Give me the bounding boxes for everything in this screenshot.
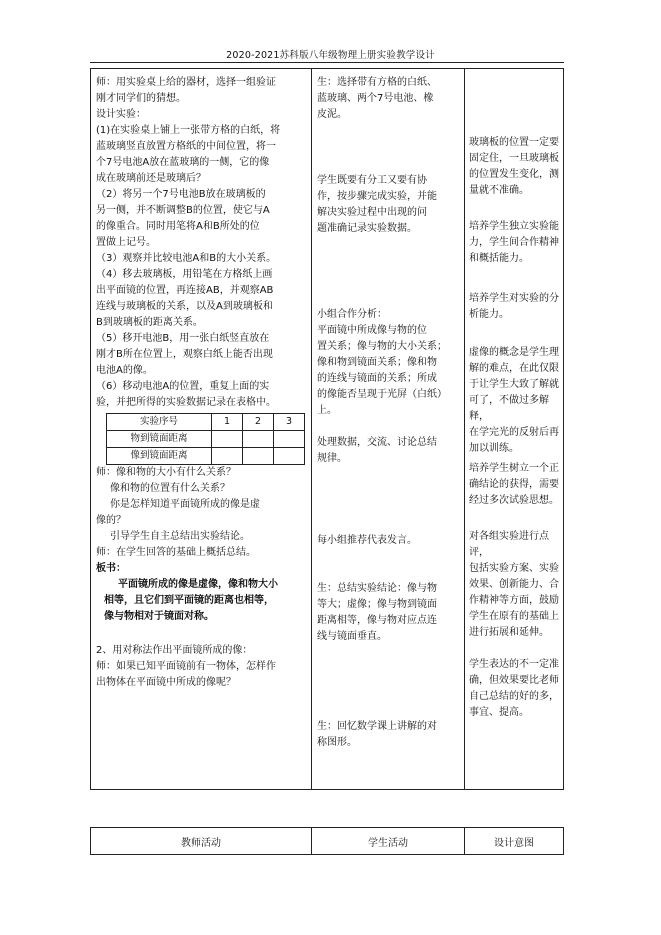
table-header-cell: 实验序号 (107, 414, 212, 431)
text-line: 出平面镜的位置，再连接AB，并观察AB (96, 285, 274, 296)
page-header: 2020-2021苏科版八年级物理上册实验教学设计 (226, 50, 435, 61)
text-line: 确结论的获得，需要 (469, 479, 559, 490)
text-line: 成在玻璃前还是玻璃后？ (96, 173, 206, 184)
table-cell (243, 431, 274, 448)
text-line: 析能力。 (469, 309, 509, 320)
text-line: 进行拓展和延伸。 (469, 627, 549, 638)
student-block-6 (317, 581, 460, 645)
text-line: 电池A的像。 (96, 365, 153, 376)
text-line: 师：在学生回答的基础上概括总结。 (96, 547, 256, 558)
intent-block-2 (469, 219, 561, 267)
text-line: 学生表达的不一定准 (469, 659, 559, 670)
text-line: 作精神等方面，鼓励 (469, 595, 559, 606)
text-line: 规律。 (317, 453, 347, 464)
text-line: 师：如果已知平面镜前有一物体，怎样作 (96, 661, 276, 672)
text-line: 置做上记号。 (96, 237, 156, 248)
text-line: 生：总结实验结论：像与物 (317, 583, 437, 594)
text-line: 连线与玻璃板的关系，以及A到玻璃板和 (96, 301, 273, 312)
text-line: 和概括能力。 (469, 253, 529, 264)
student-block-4 (317, 435, 460, 467)
text-line: 量就不准确。 (469, 185, 529, 196)
student-block-5 (317, 533, 460, 549)
text-line: 玻璃板的位置一定要 (469, 137, 559, 148)
text-line: 在学完光的反射后再 (469, 427, 559, 438)
text-line: 线与镜面垂直。 (317, 631, 387, 642)
text-line: 培养学生独立实验能 (469, 221, 559, 232)
table-cell (212, 431, 243, 448)
table-cell (274, 431, 305, 448)
student-block-2 (317, 173, 460, 237)
text-line: 像的？ (96, 515, 126, 526)
text-line: 像和物的位置有什么关系？ (110, 483, 230, 494)
text-line: (1)在实验桌上铺上一张带方格的白纸，将 (96, 125, 281, 136)
text-line: 对各组实验进行点评， (469, 531, 549, 558)
text-line: 固定住，一旦玻璃板 (469, 153, 559, 164)
text-line: 可了，不做过多解释， (469, 395, 549, 422)
text-line: 经过多次试验思想。 (469, 495, 559, 506)
table-header-cell: 3 (274, 414, 305, 431)
text-line: 个7号电池A放在蓝玻璃的一侧，它的像 (96, 157, 270, 168)
table-header-cell: 1 (212, 414, 243, 431)
intent-block-1 (469, 135, 561, 199)
text-line: 确，但效果要比老师 (469, 675, 559, 686)
text-line: 解的难点，在此仅限 (469, 363, 559, 374)
intent-block-4 (469, 345, 561, 457)
text-line: 处理数据，交流、讨论总结 (317, 437, 437, 448)
text-line: 刚才B所在位置上，观察白纸上能否出现 (96, 349, 273, 360)
text-line: 于让学生大致了解就 (469, 379, 559, 390)
header-divider (90, 62, 564, 63)
text-line: 师：用实验桌上给的器材，选择一组验证 (96, 77, 276, 88)
table-cell: 物到镜面距离 (107, 431, 212, 448)
text-line: 生：回忆数学课上讲解的对 (317, 721, 437, 732)
text-line: 效果、创新能力、合 (469, 579, 559, 590)
text-line: 相等，且它们到平面镜的距离也相等， (104, 595, 274, 606)
table-row (107, 448, 305, 465)
text-line: 自己总结的好的多， (469, 691, 559, 702)
text-line: 学生既要有分工又要有协 (317, 175, 427, 186)
text-line: 的位置发生变化，测 (469, 169, 559, 180)
experiment-data-table (106, 413, 305, 465)
text-line: 上。 (317, 405, 337, 416)
lesson-table (90, 68, 564, 790)
text-line: 出物体在平面镜中所成的像呢？ (96, 677, 236, 688)
teacher-lines (96, 75, 307, 411)
text-line: 虚像的概念是学生理 (469, 347, 559, 358)
text-line: （5）移开电池B，用一张白纸竖直放在 (96, 333, 270, 344)
table-header-cell: 2 (243, 414, 274, 431)
text-line: 解决实验过程中出现的问 (317, 207, 427, 218)
teacher-activity-column (91, 69, 311, 789)
intent-block-6 (469, 529, 561, 641)
teacher-activity-header: 教师活动 (181, 837, 221, 849)
student-activity-header: 学生活动 (311, 828, 464, 854)
intent-block-7 (469, 657, 561, 721)
column-header-table (90, 827, 564, 855)
student-activity-column (311, 69, 464, 789)
text-line: （4）移去玻璃板，用铅笔在方格纸上画 (96, 269, 273, 280)
text-line: 像与物相对于镜面对称。 (104, 611, 214, 622)
text-line: 置关系；像与物的大小关系； (317, 341, 447, 352)
intent-block-3 (469, 291, 561, 323)
text-line: 等大；虚像；像与物到镜面 (317, 599, 437, 610)
text-line: 的像能否呈现于光屏（白纸） (317, 389, 447, 400)
text-line: （2）将另一个7号电池B放在玻璃板的 (96, 189, 266, 200)
text-line: 培养学生对实验的分 (469, 293, 559, 304)
text-line: 加以训练。 (469, 443, 519, 454)
text-line: 验，并把所得的实验数据记录在表格中。 (96, 397, 276, 408)
teacher-after-lines (96, 465, 307, 691)
text-line: 平面镜所成的像是虚像，像和物大小 (118, 579, 278, 590)
text-line: 培养学生树立一个正 (469, 463, 559, 474)
text-line: 蓝玻璃竖直放置方格纸的中间位置，将一 (96, 141, 276, 152)
text-line: 包括实验方案、实验 (469, 563, 559, 574)
text-line: 你是怎样知道平面镜所成的像是虚 (110, 499, 260, 510)
design-intent-column (464, 69, 564, 789)
text-line: 2、用对称法作出平面镜所成的像： (96, 645, 253, 656)
text-line: 的连线与镜面的关系；所成 (317, 373, 437, 384)
text-line: 板书： (96, 563, 126, 574)
text-line: B到玻璃板的距离关系。 (96, 317, 203, 328)
text-line: 生：选择带有方格的白纸、 (317, 77, 437, 88)
student-block-7 (317, 719, 460, 751)
text-line: 蓝玻璃、两个7号电池、橡 (317, 93, 434, 104)
text-line: 作，按步骤完成实验，并能 (317, 191, 437, 202)
text-line: 的像重合。同时用笔将A和B所处的位 (96, 221, 260, 232)
text-line: 距离相等，像与物对应点连 (317, 615, 437, 626)
design-intent-header: 设计意图 (464, 828, 563, 854)
student-block-1 (317, 75, 460, 123)
table-cell (274, 448, 305, 465)
table-row (107, 431, 305, 448)
text-line: 另一侧，并不断调整B的位置，使它与A (96, 205, 270, 216)
text-line: 学生在原有的基础上 (469, 611, 559, 622)
text-line: 皮泥。 (317, 109, 347, 120)
text-line: 刚才同学们的猜想。 (96, 93, 186, 104)
text-line: 力，学生间合作精神 (469, 237, 559, 248)
text-line: 像和物到镜面关系；像和物 (317, 357, 437, 368)
text-line: （3）观察并比较电池A和B的大小关系。 (96, 253, 277, 264)
text-line: 平面镜中所成像与物的位 (317, 325, 427, 336)
text-line: 题准确记录实验数据。 (317, 223, 417, 234)
text-line: 小组合作分析： (317, 309, 387, 320)
text-line: 每小组推荐代表发言。 (317, 535, 417, 546)
text-line: 称图形。 (317, 737, 357, 748)
text-line: 设计实验： (96, 109, 146, 120)
text-line: 事宜、提高。 (469, 707, 529, 718)
table-cell: 像到镜面距离 (107, 448, 212, 465)
table-row (107, 414, 305, 431)
table-cell (212, 448, 243, 465)
text-line: （6）移动电池A的位置，重复上面的实 (96, 381, 270, 392)
student-block-3 (317, 307, 460, 419)
text-line: 师：像和物的大小有什么关系？ (96, 467, 236, 478)
table-cell (243, 448, 274, 465)
intent-block-5 (469, 461, 561, 509)
text-line: 引导学生自主总结出实验结论。 (110, 531, 250, 542)
